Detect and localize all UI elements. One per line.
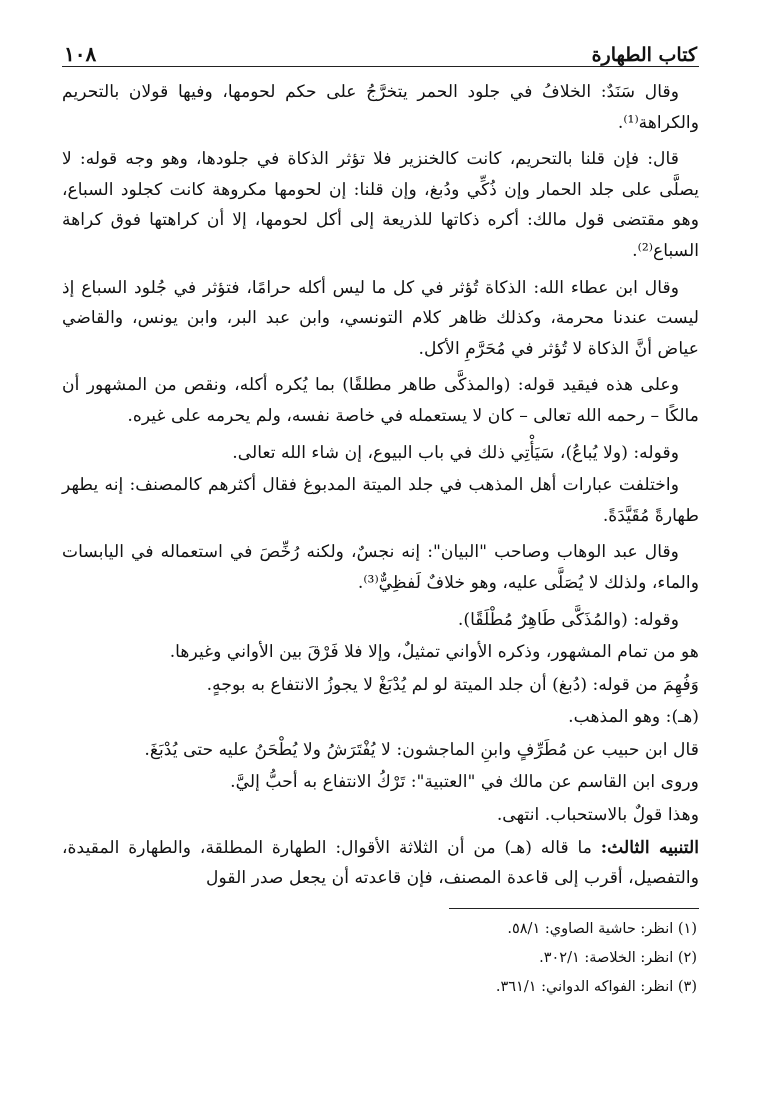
paragraph-1: وقال سَنَدٌ: الخلافُ في جلود الحمر يتخرَّجُ على حكم لحومها، وفيها قولان بالتحريم والكراهة⁽¹⁾.	[62, 82, 699, 133]
footnote-3: (٣) انظر: الفواكه الدواني: ٣٦١/١.	[495, 978, 697, 995]
running-header	[62, 34, 699, 67]
paragraph-7: وقال عبد الوهاب وصاحب "البيان": إنه نجسٌ، ولكنه رُخِّصَ في استعماله في اليابسات والماء، ولذلك لا يُصَلَّى عليه، وهو خلافٌ لَفظِيٌّ⁽³⁾.	[62, 542, 699, 593]
paragraph-6: واختلفت عبارات أهل المذهب في جلد الميتة المدبوغ فقال أكثرهم كالمصنف: إنه يطهر طهارةً مُقَيَّدَةً.	[62, 475, 699, 526]
section-lead-bold: التنبيه الثالث:	[600, 837, 699, 858]
paragraph-11: (هـ): وهو المذهب.	[568, 707, 699, 728]
paragraph-13: وروى ابن القاسم عن مالك في "العتبية": تَرْكُ الانتفاع به أحبُّ إليَّ.	[230, 772, 699, 793]
page-number: ١٠٨	[64, 42, 97, 66]
chapter-title: كتاب الطهارة	[591, 44, 697, 66]
footnote-divider	[449, 908, 699, 909]
paragraph-12: قال ابن حبيب عن مُطَرِّفٍ وابنِ الماجشون: لا يُفْتَرَشُ ولا يُطْحَنُ عليه حتى يُدْبَغَ.	[144, 739, 699, 760]
paragraph-3: وقال ابن عطاء الله: الذكاة تُؤثر في كل ما ليس أكله حرامًا، فتؤثر في جُلود السباع إذ ليست عندنا محرمة، وكذلك ظاهر كلام التونسي، وابن عبد البر، وابن يونس، والقاضي عياض أنَّ الذكاة لا تُؤثر في مُحَرَّمِ الأكل.	[62, 277, 699, 359]
main-text	[62, 77, 699, 894]
paragraph-4: وعلى هذه فيقيد قوله: (والمذكَّى طاهر مطلقًا) بما يُكره أكله، ونقص من المشهور أن مالكًا – رحمه الله تعالى – كان لا يستعمله في خاصة نفسه، ولم يحرمه على غيره.	[62, 375, 699, 426]
paragraph-15	[62, 833, 699, 894]
footnote-1: (١) انظر: حاشية الصاوي: ٥٨/١.	[507, 920, 697, 937]
paragraph-10: وَفُهِمَ من قوله: (دُبغ) أن جلد الميتة لو لم يُدْبَغْ لا يجوزُ الانتفاع به بوجهٍ.	[206, 674, 699, 695]
footnote-2: (٢) انظر: الخلاصة: ٣٠٢/١.	[539, 949, 697, 966]
paragraph-8: وقوله: (والمُذَكَّى طَاهِرٌ مُطْلَقًا).	[457, 609, 679, 630]
book-page	[62, 34, 699, 1002]
section-lead-rest: ما قاله (هـ) من أن الثلاثة الأقوال: الطهارة المطلقة، والطهارة المقيدة، والتفصيل، أقرب إلى قاعدة المصنف، فإن قاعدته أن يجعل صدر القول	[62, 837, 699, 889]
paragraph-5: وقوله: (ولا يُباعُ)، سَيَأْتِي ذلك في باب البيوع، إن شاء الله تعالى.	[232, 442, 679, 463]
footnotes	[62, 915, 699, 1002]
paragraph-9: هو من تمام المشهور، وذكره الأواني تمثيلٌ، وإلا فلا فَرْقَ بين الأواني وغيرها.	[169, 642, 699, 663]
paragraph-2: قال: فإن قلنا بالتحريم، كانت كالخنزير فلا تؤثر الذكاة في جلودها، وهو وجه قوله: لا يصلَّى على جلد الحمار وإن ذُكِّي ودُبغ، وإن قلنا: إن لحومها مكروهة كانت كجلود السباع، وهو مقتضى قول مالك: أكره ذكاتها للذريعة إلى أكل لحومها، إلا أن كراهتها فوق كراهة السباع⁽²⁾.	[62, 149, 699, 261]
paragraph-14: وهذا قولٌ بالاستحباب. انتهى.	[496, 805, 699, 826]
